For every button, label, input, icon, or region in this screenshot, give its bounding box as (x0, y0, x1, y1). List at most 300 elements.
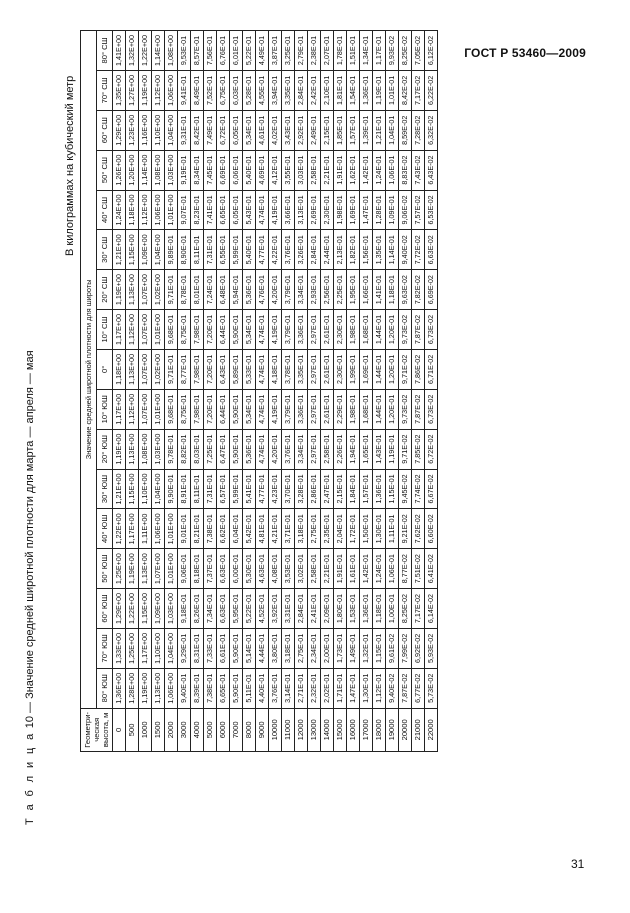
table-row (204, 31, 217, 752)
density-cell: 6,05E-01 (230, 190, 243, 230)
density-cell: 1,47E-01 (360, 190, 373, 230)
density-cell: 5,33E-01 (243, 349, 256, 389)
density-cell: 2,71E-01 (295, 668, 308, 708)
density-cell: 4,61E-01 (256, 110, 269, 150)
density-cell: 1,13E+00 (139, 549, 152, 589)
latitude-header: 20° ЮШ (97, 429, 113, 469)
density-cell: 1,78E-01 (334, 31, 347, 71)
density-cell: 1,56E-01 (360, 230, 373, 270)
density-cell: 1,07E+00 (152, 549, 165, 589)
density-cell: 3,70E-01 (282, 469, 295, 509)
density-cell: 5,14E-01 (243, 628, 256, 668)
density-cell: 7,20E-01 (204, 349, 217, 389)
altitude-cell: 500 (126, 708, 139, 751)
density-cell: 6,44E-01 (217, 310, 230, 350)
density-cell: 7,34E-01 (204, 589, 217, 629)
density-cell: 1,06E+00 (152, 190, 165, 230)
altitude-cell: 1000 (139, 708, 152, 751)
density-cell: 1,57E-01 (360, 469, 373, 509)
density-cell: 1,32E+00 (126, 31, 139, 71)
density-cell: 5,22E-01 (243, 31, 256, 71)
density-cell: 6,73E-02 (425, 389, 438, 429)
density-cell: 4,63E-01 (256, 549, 269, 589)
latitude-header: 50° ЮШ (97, 549, 113, 589)
altitude-cell: 5000 (204, 708, 217, 751)
density-cell: 1,04E+00 (165, 110, 178, 150)
density-cell: 3,34E-01 (295, 270, 308, 310)
density-cell: 1,53E-01 (347, 589, 360, 629)
table-row (178, 31, 191, 752)
density-cell: 2,02E-01 (321, 668, 334, 708)
latitude-header: 10° ЮШ (97, 389, 113, 429)
density-cell: 1,15E+00 (126, 469, 139, 509)
density-cell: 6,48E-01 (217, 270, 230, 310)
altitude-cell: 4000 (191, 708, 204, 751)
density-cell: 1,21E-01 (373, 110, 386, 150)
density-cell: 6,71E-02 (425, 349, 438, 389)
altitude-cell: 1500 (152, 708, 165, 751)
density-cell: 4,74E-01 (256, 310, 269, 350)
density-cell: 7,98E-01 (191, 310, 204, 350)
density-cell: 5,89E-01 (230, 349, 243, 389)
density-cell: 6,67E-02 (425, 469, 438, 509)
density-cell: 5,40E-01 (243, 230, 256, 270)
density-cell: 7,98E-01 (191, 349, 204, 389)
density-cell: 3,35E-01 (282, 70, 295, 110)
density-cell: 6,72E-02 (425, 429, 438, 469)
density-cell: 1,07E+00 (139, 349, 152, 389)
density-cell: 6,47E-01 (217, 429, 230, 469)
density-cell: 5,28E-01 (243, 70, 256, 110)
density-cell: 7,24E-01 (204, 270, 217, 310)
density-cell: 8,21E-01 (191, 509, 204, 549)
density-cell: 4,23E-01 (269, 469, 282, 509)
density-cell: 1,28E+00 (126, 668, 139, 708)
density-cell: 7,86E-02 (412, 349, 425, 389)
density-cell: 1,07E+00 (139, 310, 152, 350)
table-row (256, 31, 269, 752)
density-cell: 7,33E-01 (204, 628, 217, 668)
table-row (269, 31, 282, 752)
density-cell: 1,36E-01 (373, 469, 386, 509)
density-cell: 3,79E-01 (282, 270, 295, 310)
density-cell: 2,61E-01 (321, 389, 334, 429)
density-cell: 3,13E-01 (295, 190, 308, 230)
density-cell: 2,42E-01 (308, 70, 321, 110)
density-cell: 8,90E-01 (178, 230, 191, 270)
altitude-cell: 17000 (360, 708, 373, 751)
density-cell: 6,62E-01 (217, 509, 230, 549)
density-cell: 3,79E-01 (282, 389, 295, 429)
table-row (113, 31, 126, 752)
density-cell: 3,43E-01 (282, 110, 295, 150)
density-cell: 5,93E-02 (425, 628, 438, 668)
density-cell: 4,02E-01 (269, 110, 282, 150)
density-cell: 2,97E-01 (308, 349, 321, 389)
density-cell: 1,22E+00 (139, 31, 152, 71)
density-cell: 9,61E-02 (386, 628, 399, 668)
latitude-header: 10° СШ (97, 310, 113, 350)
density-cell: 8,77E-01 (178, 349, 191, 389)
density-cell: 7,20E-01 (204, 389, 217, 429)
density-cell: 9,68E-01 (165, 310, 178, 350)
density-cell: 6,65E-01 (217, 190, 230, 230)
density-cell: 1,20E-01 (386, 349, 399, 389)
density-cell: 2,13E-01 (334, 230, 347, 270)
table-row (295, 31, 308, 752)
density-cell: 1,18E+00 (126, 190, 139, 230)
table-row (386, 31, 399, 752)
density-cell: 8,18E-01 (191, 549, 204, 589)
density-cell: 4,12E-01 (269, 150, 282, 190)
density-cell: 1,82E-01 (347, 230, 360, 270)
altitude-cell: 16000 (347, 708, 360, 751)
density-cell: 6,53E-02 (425, 190, 438, 230)
density-cell: 1,17E+00 (126, 509, 139, 549)
table-row (282, 31, 295, 752)
density-cell: 1,62E-01 (347, 150, 360, 190)
density-cell: 9,06E-02 (399, 190, 412, 230)
altitude-cell: 20000 (399, 708, 412, 751)
density-cell: 2,34E-01 (308, 628, 321, 668)
density-cell: 9,40E-01 (178, 668, 191, 708)
density-cell: 7,99E-02 (399, 628, 412, 668)
density-cell: 6,75E-01 (217, 70, 230, 110)
density-cell: 1,01E+00 (165, 190, 178, 230)
density-cell: 1,10E+00 (152, 628, 165, 668)
density-cell: 1,39E-01 (360, 110, 373, 150)
density-cell: 3,25E-01 (282, 31, 295, 71)
density-cell: 1,57E-01 (347, 110, 360, 150)
density-cell: 7,17E-02 (412, 70, 425, 110)
density-cell: 1,65E-01 (360, 429, 373, 469)
density-cell: 2,09E-01 (321, 589, 334, 629)
density-cell: 5,95E-01 (230, 589, 243, 629)
density-cell: 1,91E-01 (334, 150, 347, 190)
standard-code: ГОСТ Р 53460—2009 (464, 46, 586, 60)
density-cell: 6,03E-01 (230, 70, 243, 110)
density-cell: 8,91E-01 (178, 469, 191, 509)
density-cell: 9,31E-01 (178, 110, 191, 150)
density-cell: 8,75E-01 (178, 389, 191, 429)
density-cell: 9,40E-02 (386, 668, 399, 708)
density-cell: 1,19E+00 (139, 668, 152, 708)
density-cell: 5,34E-01 (243, 110, 256, 150)
density-cell: 1,06E-01 (386, 150, 399, 190)
density-cell: 6,76E-01 (217, 31, 230, 71)
density-cell: 7,25E-01 (204, 429, 217, 469)
density-cell: 3,26E-01 (295, 230, 308, 270)
density-cell: 2,97E-01 (308, 310, 321, 350)
latitude-header: 70° ЮШ (97, 628, 113, 668)
density-cell: 1,09E+00 (139, 230, 152, 270)
density-cell: 4,22E-01 (269, 230, 282, 270)
density-cell: 2,84E-01 (295, 70, 308, 110)
density-cell: 4,77E-01 (256, 469, 269, 509)
density-cell: 2,75E-01 (308, 509, 321, 549)
density-cell: 5,34E-01 (243, 389, 256, 429)
density-cell: 7,82E-02 (412, 270, 425, 310)
density-cell: 6,00E-01 (230, 549, 243, 589)
table-row (360, 31, 373, 752)
density-cell: 1,66E-01 (360, 270, 373, 310)
density-cell: 6,41E-02 (425, 549, 438, 589)
density-cell: 1,42E-01 (360, 549, 373, 589)
density-cell: 1,06E+00 (165, 668, 178, 708)
density-cell: 7,74E-02 (412, 469, 425, 509)
density-cell: 1,84E-01 (347, 469, 360, 509)
density-cell: 6,05E-01 (230, 110, 243, 150)
density-cell: 2,32E-01 (308, 668, 321, 708)
density-cell: 1,98E-01 (334, 190, 347, 230)
density-cell: 7,72E-02 (412, 230, 425, 270)
density-cell: 9,73E-02 (399, 310, 412, 350)
density-cell: 2,10E-01 (321, 70, 334, 110)
density-cell: 1,17E+00 (113, 389, 126, 429)
table-row (321, 31, 334, 752)
table-row (243, 31, 256, 752)
density-cell: 1,24E-01 (373, 549, 386, 589)
density-cell: 6,77E-02 (412, 668, 425, 708)
density-cell: 1,44E-01 (373, 389, 386, 429)
density-cell: 7,56E-01 (204, 31, 217, 71)
density-cell: 1,69E-01 (360, 349, 373, 389)
density-cell: 1,01E+00 (165, 509, 178, 549)
density-cell: 1,29E+00 (113, 589, 126, 629)
table-body (113, 31, 438, 752)
density-cell: 1,16E+00 (139, 110, 152, 150)
density-cell: 1,28E-01 (373, 190, 386, 230)
density-cell: 3,31E-01 (282, 589, 295, 629)
density-cell: 8,78E-01 (178, 270, 191, 310)
density-cell: 1,07E+00 (139, 389, 152, 429)
density-cell: 2,58E-01 (308, 150, 321, 190)
density-cell: 1,19E+00 (113, 270, 126, 310)
density-cell: 8,59E-02 (399, 110, 412, 150)
density-cell: 6,43E-01 (217, 349, 230, 389)
density-cell: 1,10E+00 (152, 110, 165, 150)
caption-label: Т а б л и ц а (24, 731, 36, 825)
density-cell: 1,36E-01 (360, 589, 373, 629)
density-cell: 6,65E-01 (217, 668, 230, 708)
density-cell: 1,08E+00 (139, 429, 152, 469)
altitude-cell: 6000 (217, 708, 230, 751)
density-cell: 1,26E+00 (113, 150, 126, 190)
density-cell: 6,43E-02 (425, 150, 438, 190)
altitude-cell: 22000 (425, 708, 438, 751)
density-cell: 3,36E-01 (295, 310, 308, 350)
density-cell: 1,34E-01 (360, 31, 373, 71)
density-cell: 7,31E-01 (204, 230, 217, 270)
density-cell: 8,83E-02 (399, 150, 412, 190)
rotated-table-block (0, 30, 630, 825)
density-cell: 1,06E+00 (152, 509, 165, 549)
latitude-header: 30° СШ (97, 230, 113, 270)
altitude-cell: 15000 (334, 708, 347, 751)
density-cell: 1,69E-01 (347, 190, 360, 230)
density-cell: 6,63E-01 (217, 589, 230, 629)
density-cell: 1,36E-01 (360, 70, 373, 110)
density-cell: 3,03E-01 (295, 150, 308, 190)
density-cell: 8,49E-01 (191, 70, 204, 110)
density-cell: 3,55E-01 (282, 150, 295, 190)
density-cell: 1,15E-01 (373, 628, 386, 668)
density-cell: 1,41E+00 (113, 31, 126, 71)
density-cell: 3,94E-01 (269, 70, 282, 110)
density-cell: 8,82E-01 (178, 429, 191, 469)
altitude-cell: 11000 (282, 708, 295, 751)
density-cell: 3,53E-01 (282, 549, 295, 589)
density-cell: 1,12E+00 (126, 310, 139, 350)
density-cell: 2,58E-01 (321, 429, 334, 469)
density-cell: 7,57E-02 (412, 190, 425, 230)
density-cell: 3,76E-01 (282, 429, 295, 469)
density-cell: 6,57E-01 (217, 469, 230, 509)
density-cell: 2,15E-01 (334, 469, 347, 509)
density-cell: 3,18E-01 (295, 509, 308, 549)
density-cell: 1,42E-01 (360, 150, 373, 190)
density-cell: 6,72E-01 (217, 110, 230, 150)
density-cell: 1,68E-01 (360, 310, 373, 350)
altitude-header: Геометри-ческая высота, м (81, 708, 113, 751)
density-cell: 2,61E-01 (321, 349, 334, 389)
density-cell: 9,18E-01 (178, 589, 191, 629)
density-cell: 1,36E+00 (113, 668, 126, 708)
density-cell: 5,11E-01 (243, 668, 256, 708)
density-cell: 7,52E-01 (204, 70, 217, 110)
density-cell: 1,03E+00 (165, 150, 178, 190)
density-cell: 2,41E-01 (308, 589, 321, 629)
density-cell: 1,07E+00 (139, 270, 152, 310)
density-cell: 1,19E-01 (373, 70, 386, 110)
density-cell: 1,27E+00 (126, 70, 139, 110)
density-cell: 2,38E-01 (308, 31, 321, 71)
density-cell: 1,81E-01 (334, 70, 347, 110)
density-cell: 4,76E-01 (256, 270, 269, 310)
density-cell: 2,30E-01 (334, 349, 347, 389)
density-cell: 1,21E+00 (113, 230, 126, 270)
density-cell: 1,17E-01 (373, 31, 386, 71)
density-cell: 1,11E+00 (139, 509, 152, 549)
altitude-cell: 3000 (178, 708, 191, 751)
density-cell: 6,04E-01 (230, 509, 243, 549)
altitude-cell: 14000 (321, 708, 334, 751)
density-cell: 7,87E-02 (412, 310, 425, 350)
density-cell: 1,20E-01 (386, 389, 399, 429)
density-cell: 9,07E-01 (178, 190, 191, 230)
density-cell: 9,21E-02 (399, 509, 412, 549)
density-cell: 5,94E-01 (230, 270, 243, 310)
density-cell: 3,28E-01 (295, 469, 308, 509)
density-cell: 1,03E+00 (152, 429, 165, 469)
density-cell: 1,98E-01 (347, 310, 360, 350)
altitude-cell: 19000 (386, 708, 399, 751)
density-cell: 9,71E-02 (399, 429, 412, 469)
density-cell: 8,23E-01 (191, 190, 204, 230)
altitude-cell: 21000 (412, 708, 425, 751)
density-cell: 6,01E-01 (230, 31, 243, 71)
density-cell: 1,01E-01 (386, 70, 399, 110)
density-cell: 1,01E+00 (152, 389, 165, 429)
page-number: 31 (571, 857, 585, 871)
table-row (347, 31, 360, 752)
density-cell: 9,73E-02 (399, 389, 412, 429)
density-cell: 1,19E+00 (126, 549, 139, 589)
density-cell: 9,71E-01 (165, 349, 178, 389)
density-cell: 1,91E-01 (334, 549, 347, 589)
density-cell: 1,08E+00 (165, 31, 178, 71)
density-cell: 1,61E-01 (347, 549, 360, 589)
density-cell: 2,84E-01 (295, 589, 308, 629)
density-cell: 6,73E-02 (425, 310, 438, 350)
density-cell: 9,68E-01 (165, 389, 178, 429)
density-cell: 7,87E-02 (399, 668, 412, 708)
density-cell: 1,19E+00 (139, 70, 152, 110)
density-cell: 9,40E-02 (399, 230, 412, 270)
density-cell: 1,14E+00 (139, 150, 152, 190)
density-cell: 7,85E-02 (412, 429, 425, 469)
density-cell: 5,41E-01 (243, 469, 256, 509)
density-cell: 5,99E-01 (230, 230, 243, 270)
density-cell: 1,25E+00 (113, 549, 126, 589)
density-cell: 7,37E-01 (204, 549, 217, 589)
density-cell: 7,38E-01 (204, 509, 217, 549)
latitude-header: 40° ЮШ (97, 509, 113, 549)
density-cell: 1,13E+00 (126, 349, 139, 389)
density-cell: 2,61E-01 (321, 310, 334, 350)
latitude-header: 0° (97, 349, 113, 389)
density-cell: 3,76E-01 (269, 668, 282, 708)
density-cell: 1,17E+00 (139, 628, 152, 668)
latitude-header: 20° СШ (97, 270, 113, 310)
density-cell: 2,25E-01 (334, 270, 347, 310)
altitude-cell: 13000 (308, 708, 321, 751)
density-cell: 9,06E-01 (178, 549, 191, 589)
density-cell: 6,32E-02 (425, 110, 438, 150)
density-cell: 1,24E+00 (113, 190, 126, 230)
density-cell: 2,97E-01 (308, 429, 321, 469)
density-cell: 1,17E+00 (113, 310, 126, 350)
density-cell: 2,58E-01 (308, 549, 321, 589)
density-cell: 1,19E-01 (386, 429, 399, 469)
density-cell: 8,26E-01 (191, 589, 204, 629)
density-cell: 1,11E-01 (386, 509, 399, 549)
density-cell: 1,15E+00 (139, 589, 152, 629)
density-cell: 2,35E-01 (321, 509, 334, 549)
density-cell: 3,87E-01 (269, 31, 282, 71)
density-cell: 6,14E-02 (425, 589, 438, 629)
density-cell: 6,22E-02 (425, 70, 438, 110)
density-cell: 1,33E+00 (113, 628, 126, 668)
density-cell: 1,03E+00 (165, 589, 178, 629)
density-cell: 1,21E+00 (113, 469, 126, 509)
density-cell: 1,02E+00 (152, 349, 165, 389)
density-cell: 1,47E-01 (347, 668, 360, 708)
density-cell: 8,75E-01 (178, 310, 191, 350)
density-cell: 2,30E-01 (321, 190, 334, 230)
density-cell: 3,80E-01 (269, 628, 282, 668)
density-cell: 8,11E-01 (191, 230, 204, 270)
density-cell: 1,04E+00 (165, 628, 178, 668)
density-cell: 6,06E-01 (230, 150, 243, 190)
latitude-header: 70° СШ (97, 70, 113, 110)
density-cell: 4,08E-01 (269, 549, 282, 589)
density-cell: 6,63E-02 (425, 230, 438, 270)
density-cell: 2,15E-01 (321, 110, 334, 150)
density-cell: 2,44E-01 (321, 230, 334, 270)
density-cell: 1,24E-01 (373, 150, 386, 190)
density-cell: 2,04E-01 (334, 509, 347, 549)
